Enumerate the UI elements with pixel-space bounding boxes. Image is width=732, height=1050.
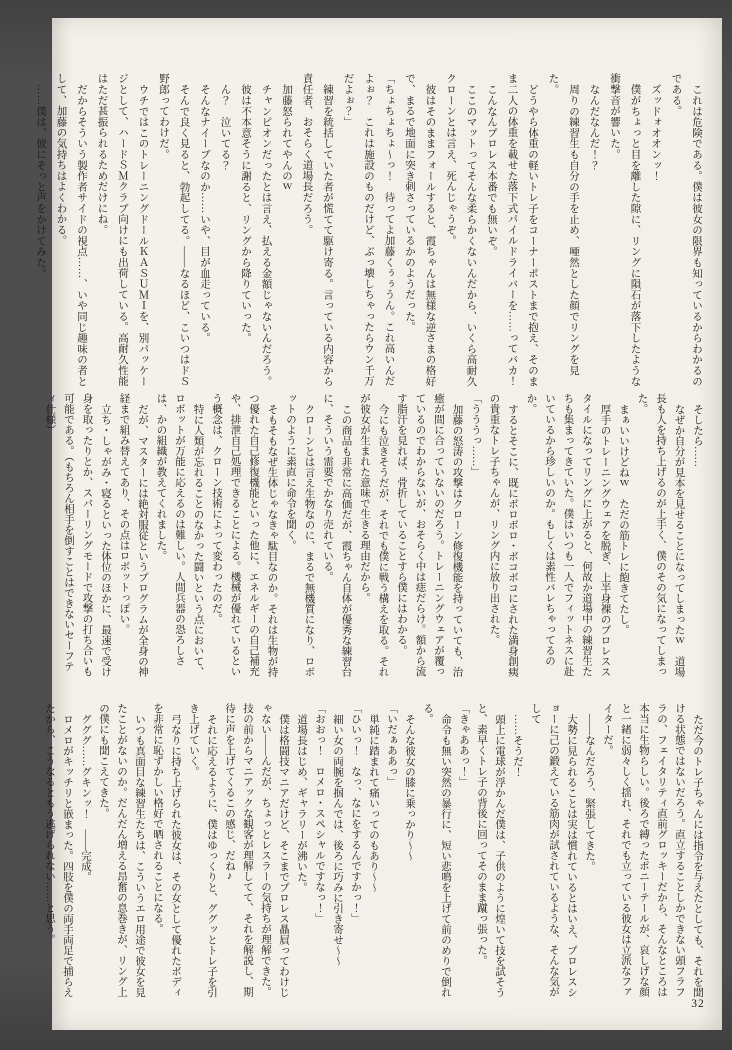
paragraph: まぁいいけどねｗ ただの筋トレに飽きてたし。: [618, 403, 629, 635]
paragraph: だが、マスターには絶対服従というプログラムが全身の神経まで組み替えてあり、その点はロボットっぽい。: [118, 393, 148, 677]
paragraph: ……僕は、彼にそっと声をかけてみた。: [35, 83, 46, 278]
paragraph: そもそもなぜ生体じゃなきゃ駄目なのか。それは生物が持つ優れた自己修復機能といった他に、エネルギーの自己補充や、排泄自己処理できることによる。機械が優れているという概念は、クローン技術によって変わったのだ。: [211, 393, 278, 677]
paragraph: ――なんだろう、緊張してきた。: [584, 713, 595, 871]
document-page: [35, 18, 722, 1030]
paragraph: 「うううっ……」: [470, 393, 481, 477]
paragraph: 僕は格闘技マニアだけど、そこまでプロレス贔屓ってわけじゃない――んだが、ちょっとレスラーの気持ちが理解できた。技の前からマニアックな観客が理解してて、それを解説し、期待に声を上げてくるこの感じ、だね♪: [224, 703, 289, 997]
paragraph: だからそういう製作者サイドの視点……、いや同じ趣味の者として、加藤の気持ちはよくわかる。: [55, 73, 87, 386]
paragraph: ズッドォオオンッ！: [650, 83, 661, 181]
paragraph: 「ちょちょちょ～っ！ 待ってよ加藤くぅぅうん。これ高いんだよぉ？ これは施設のものだけど、ぶっ壊しちゃったらウン千万だよぉ？」: [342, 73, 395, 387]
text-band-bottom: [44, 703, 706, 1001]
paragraph: ……そうだ！: [512, 713, 523, 777]
paragraph: そしたら……: [692, 403, 703, 467]
paragraph: 周りの練習生も自分の手を止め、唖然とした顔でリングを見た。: [547, 73, 579, 376]
paragraph: 大勢に見られることは実は慣れているとはいえ、プロレスショーに己の鍛えている筋肉が試されているような、そんな気がして: [530, 703, 577, 997]
paragraph: 「ひいっ！ なっ、なにをするんですかっ！」: [350, 703, 361, 924]
paragraph: 頭上に電球が浮かんだ僕は、子供のように煌いて技を試そうと、素早くトレ子の背後に回ってそのまま蹴っ張った。: [476, 703, 505, 997]
paragraph: そんで良く見ると、勃起してる。――なるほど、こいつはドＳ野郎ってわけだ。: [158, 73, 190, 386]
paragraph: それに応えるように、僕はゆっくりと、ググッとトレ子を引き上げていく。: [188, 703, 217, 997]
text-band-middle: [44, 393, 706, 681]
paragraph: こんなんプロレス本番でも無いぞ。: [486, 83, 497, 257]
paragraph: なんだなんだ！？: [588, 83, 600, 170]
paragraph: 命令も無い突然の暴行に、短い悲鳴を上げて前のめりで倒れる。: [422, 703, 451, 997]
paragraph: この商品も非常に高価だが、霞ちゃん自体が優秀な練習台に、そういう需要でかなり売れている。: [322, 393, 352, 677]
paragraph: どうやら体重の軽いトレ子をコーナーポストまで抱え、そのまま二人の体重を載せた落下式パイルドライバーを……ってバカ！: [506, 73, 538, 387]
paragraph: 弓なりに持ち上げられた彼女は、その女として優れたボディを非常に恥ずかしい格好で晒されることになる。: [152, 703, 181, 997]
paragraph: 立ち・しゃがみ・寝るといった体位のほかに、最速で受け身を取ったりとか、スパーリングモードで攻撃の打ち合いも可能である。（もちろん相手を倒すことはできないセーフティ仕様）: [44, 393, 111, 677]
paragraph: ここのマットってそんな柔らかくないんだから、いくら高耐久クローンとは言え、死んじゃうぞ。: [445, 73, 477, 386]
paragraph: 道場長はじめ、ギャラリーが沸いた。: [296, 713, 307, 892]
paragraph: ただ今のトレ子ちゃんには指令を与えたとしても、それを聞ける状態ではないだろう。直立することしかできない頭フラフラの、フェイタリティ直前グロッキーだから、そんなところは本当に生物らしい。後ろで縛ったポニーテールが、哀しげな顔と一緒に弱々しく揺れ、それでも立っている彼女は立派なファイターだ。: [602, 703, 703, 997]
paragraph: 加藤怒られてやんのｗ: [281, 83, 292, 192]
paragraph: 練習を統括していた者が慌てて駆け寄る。言っている内容から責任者、おそらく道場長だろう。: [301, 73, 333, 386]
text-band-top: [35, 73, 706, 391]
paragraph: いつも真面目な練習生たちは、こういうエロ用途で彼女を見たことがないのか。だんだん増える昂奮の息巻きが、リング上の僕にも聞こえてきた。: [98, 703, 145, 997]
paragraph: ウチではこのトレーニングドールＫＡＳＵＭＩを、別パッケージとして、ハードＳＭクラブ向けにも出荷している。高耐久性能はただ甚振られるためだけにね。: [96, 73, 149, 387]
paragraph: チャンピオンだったとは言え、払える金額じゃないんだろう。: [260, 83, 272, 386]
paragraph: そんな彼女の膝に乗っかり～～: [404, 713, 415, 861]
paragraph: 細い女の両腕を掴んでは、後ろに巧みに引き寄せ～～: [332, 713, 343, 966]
paragraph: そんなナイーブなのか……いや、目が血走っている。: [199, 83, 210, 343]
paragraph: 彼はそのままフォールすると、霞ちゃんは無様な逆さまの格好で、まるで地面に突き刺さっているかのようだった。: [404, 73, 436, 386]
paragraph: グググ……グキンッ！ ――完成。: [80, 713, 91, 882]
paragraph: 今にも泣きそうだが、それでも僕に戦う構えを取る。それが彼女が生まれた意味で生きる理由だから。: [359, 393, 389, 677]
paragraph: 加藤の怒涛の攻撃はクローン修復機能を持っていても、治癒が間に合っていないのだろう。トレーニングウェアが覆っているのでわからないが、おそらく中は痣だらけ。額から流す脂汗を見れば、骨折していることすら僕にはわかる。: [396, 393, 463, 677]
paragraph: なぜか自分が見本を見せることになってしまったｗ 道場長も人を持ち上げるのが上手く、僕のその気になってしまった。: [636, 393, 685, 677]
paragraph: ん？ 泣いてる？: [219, 83, 231, 170]
paragraph: 単純に踏まれて痛いってのもあり～～: [368, 713, 379, 892]
paragraph: 厚手のトレーニングウェアを脱ぎ、上半身裸のプロレススタイルになってリングに上がると、何故か道場中の練習生たちも集まってきていた。僕はいつも一人でフィットネスに赴いているから珍しいのか。もしくは素性バレちゃってるのか。: [525, 393, 611, 677]
page-number: 32: [691, 998, 705, 1010]
paragraph: 僕がちょっと目を離した隙に、リングに隕石が落下したような衝撃音が響いた。: [609, 73, 641, 386]
paragraph: 特に人類が忘れることのなかった闘いという点において、ロボットが万能に応えるのは難しい。人間兵器の恐ろしさは、かの組織が教えてくれました。: [155, 393, 204, 677]
paragraph: これは危険である。僕は彼女の限界も知っているからわかるのである。: [670, 73, 702, 386]
paragraph: 「いだぁああっ」: [386, 703, 397, 787]
paragraph: 「おおっ！ ロメロ・スペシャルですなっ！」: [314, 703, 325, 924]
paragraph: 彼は不本意そうに謝ると、リングから降りていった。: [240, 83, 251, 343]
paragraph: 「きゃああっ！」: [458, 703, 469, 787]
paragraph: ロメロがキッチリと嵌まった。四肢を僕の両手両足で捕らえたから、こうなるともう逃げられない……と思う。: [44, 703, 73, 997]
paragraph: クローンとは言え生物なのに、まるで無機質になり、ロボットのように素直に命令を聞く。: [285, 393, 315, 677]
paragraph: するとそこに、既にボロボロ・ボコボコにされた満身創痍の貴重なトレ子ちゃんが、リング内に放り出された。: [488, 393, 518, 677]
